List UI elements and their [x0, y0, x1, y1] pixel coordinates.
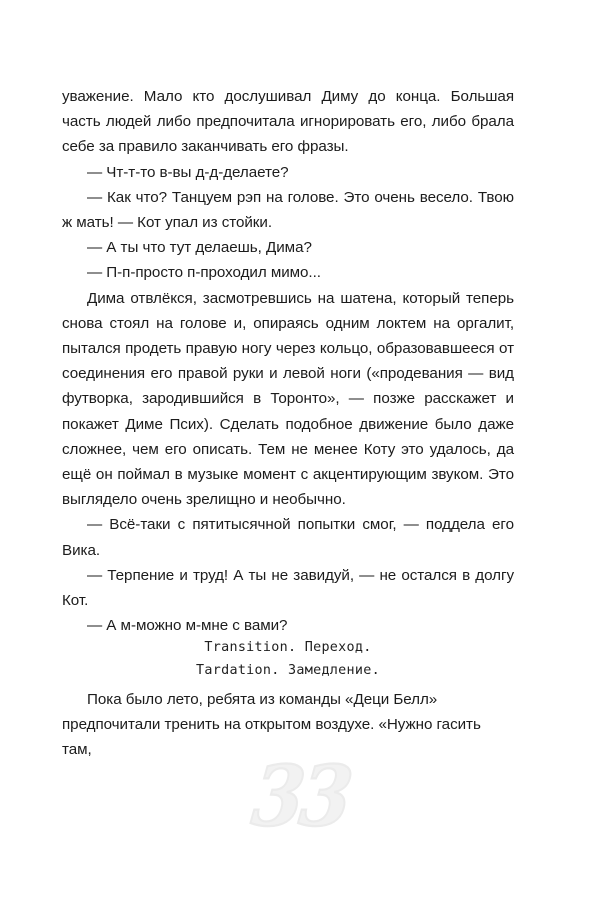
mono-line-transition: Transition. Переход.: [204, 640, 372, 655]
paragraph-narrative-1: Дима отвлёкся, засмотревшись на шатена, который теперь снова стоял на голове и, опираясь одним локтем на оргалит, пытался продеть правую ногу через кольцо, образовавшееся от соединения его правой руки и левой ноги («продевания — вид футворка, зародившийся в Торонто», — позже расскажет и покажет Диме Псих). Сделать подобное движение было даже сложнее, чем его описать. Тем не менее Коту это удалось, да ещё он поймал в музыке момент с акцентирующим звуком. Это выглядело очень зрелищно и необычно.: [62, 289, 514, 509]
paragraph-dialogue-4: — П-п-просто п-проходил мимо...: [87, 264, 321, 282]
paragraph-dialogue-5: — Всё-таки с пятитысячной попытки смог, — поддела его Вика.: [62, 516, 514, 559]
paragraph-dialogue-3: — А ты что тут делаешь, Дима?: [87, 239, 312, 257]
paragraph-dialogue-7: — А м-можно м-мне с вами?: [87, 617, 288, 635]
paragraph-closing: Пока было лето, ребята из команды «Деци Белл» предпочитали тренить на открытом воздухе. «Нужно гасить там,: [62, 691, 481, 759]
paragraph-continuation: уважение. Мало кто дослушивал Диму до конца. Большая часть людей либо предпочитала игнорировать его, либо брала себе за правило заканчивать его фразы.: [62, 88, 514, 156]
centered-monospace-block: [62, 637, 514, 682]
paragraph-dialogue-2: — Как что? Танцуем рэп на голове. Это очень весело. Твою ж мать! — Кот упал из стойки.: [62, 188, 514, 232]
page-number: 33: [247, 748, 353, 846]
closing-text-column: [62, 687, 514, 763]
paragraph-dialogue-6: — Терпение и труд! А ты не завидуй, — не остался в долгу Кот.: [62, 566, 514, 610]
paragraph-dialogue-1: — Чт-т-то в-вы д-д-делаете?: [87, 163, 289, 181]
page-text-column: [62, 84, 514, 638]
mono-line-tardation: Tardation. Замедление.: [196, 662, 380, 678]
page-number-decoration: [0, 748, 600, 846]
